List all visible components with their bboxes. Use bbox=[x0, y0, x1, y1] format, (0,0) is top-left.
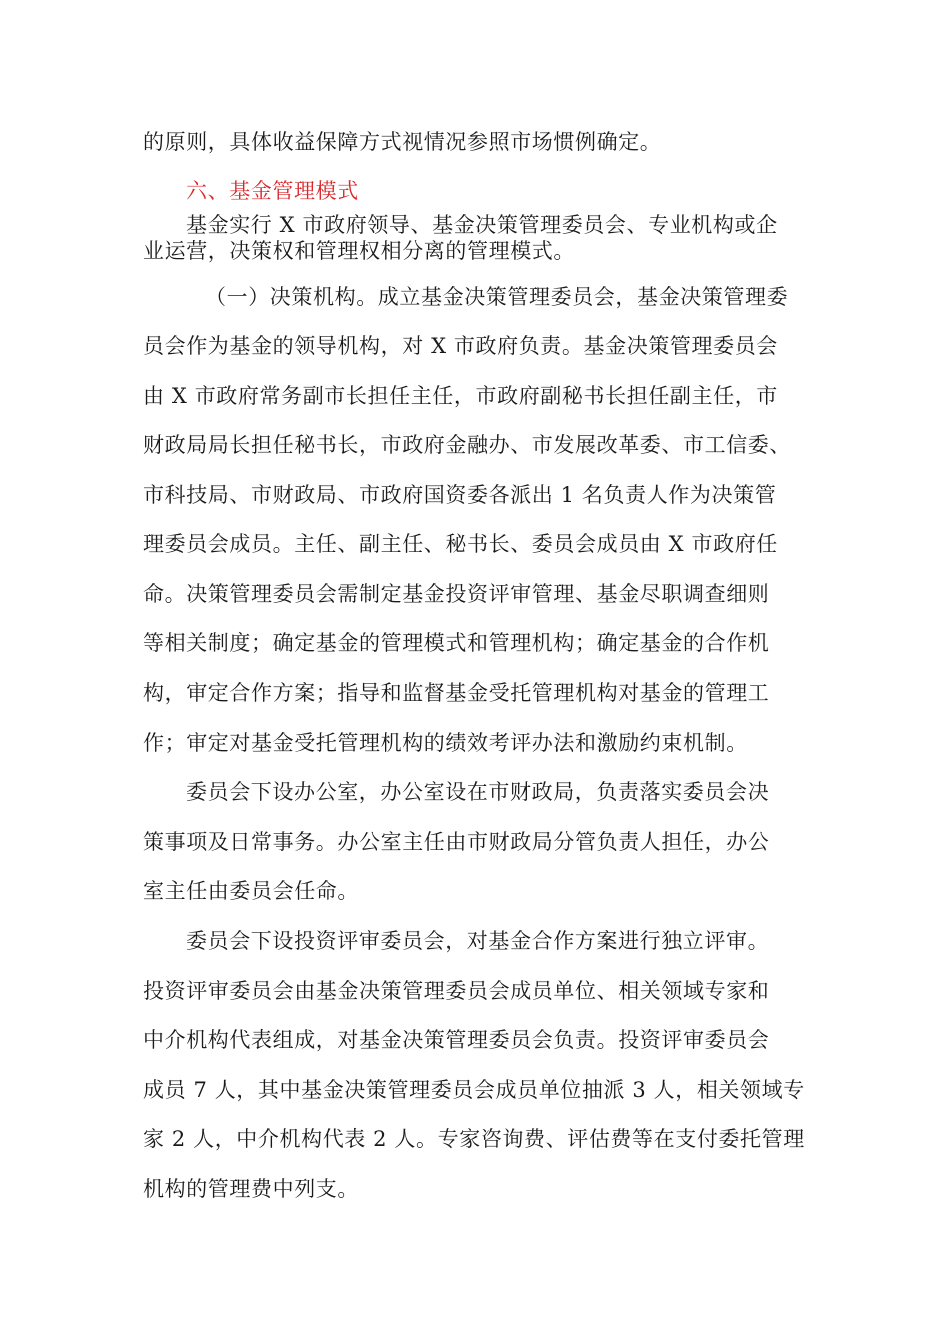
paragraph-line: 员会作为基金的领导机构，对 X 市政府负责。基金决策管理委员会 bbox=[143, 334, 778, 358]
paragraph-line: 家 2 人，中介机构代表 2 人。专家咨询费、评估费等在支付委托管理 bbox=[143, 1127, 805, 1151]
paragraph-line: 等相关制度；确定基金的管理模式和管理机构；确定基金的合作机 bbox=[143, 631, 770, 655]
paragraph-line: 命。决策管理委员会需制定基金投资评审管理、基金尽职调查细则 bbox=[143, 582, 770, 606]
paragraph-line: 成员 7 人，其中基金决策管理委员会成员单位抽派 3 人，相关领域专 bbox=[143, 1078, 805, 1102]
paragraph-line: 策事项及日常事务。办公室主任由市财政局分管负责人担任，办公 bbox=[143, 830, 770, 854]
paragraph-line: 构，审定合作方案；指导和监督基金受托管理机构对基金的管理工 bbox=[143, 681, 770, 705]
paragraph-line: 中介机构代表组成，对基金决策管理委员会负责。投资评审委员会 bbox=[143, 1028, 770, 1052]
paragraph-line: 的原则，具体收益保障方式视情况参照市场惯例确定。 bbox=[143, 130, 662, 154]
paragraph-line: 理委员会成员。主任、副主任、秘书长、委员会成员由 X 市政府任 bbox=[143, 532, 778, 556]
paragraph-line: 基金实行 X 市政府领导、基金决策管理委员会、专业机构或企 bbox=[186, 213, 778, 237]
paragraph-line: （一）决策机构。成立基金决策管理委员会，基金决策管理委 bbox=[205, 285, 789, 309]
paragraph-line: 委员会下设投资评审委员会，对基金合作方案进行独立评审。 bbox=[186, 929, 770, 953]
paragraph-line: 财政局局长担任秘书长，市政府金融办、市发展改革委、市工信委、 bbox=[143, 433, 791, 457]
paragraph-line: 机构的管理费中列支。 bbox=[143, 1177, 359, 1201]
paragraph-line: 由 X 市政府常务副市长担任主任，市政府副秘书长担任副主任，市 bbox=[143, 384, 778, 408]
paragraph-line: 投资评审委员会由基金决策管理委员会成员单位、相关领域专家和 bbox=[143, 979, 770, 1003]
paragraph-line: 业运营，决策权和管理权相分离的管理模式。 bbox=[143, 239, 575, 263]
paragraph-line: 委员会下设办公室，办公室设在市财政局，负责落实委员会决 bbox=[186, 780, 770, 804]
paragraph-line: 室主任由委员会任命。 bbox=[143, 879, 359, 903]
paragraph-line: 市科技局、市财政局、市政府国资委各派出 1 名负责人作为决策管 bbox=[143, 483, 777, 507]
section-heading: 六、基金管理模式 bbox=[186, 179, 359, 203]
paragraph-line: 作；审定对基金受托管理机构的绩效考评办法和激励约束机制。 bbox=[143, 731, 748, 755]
